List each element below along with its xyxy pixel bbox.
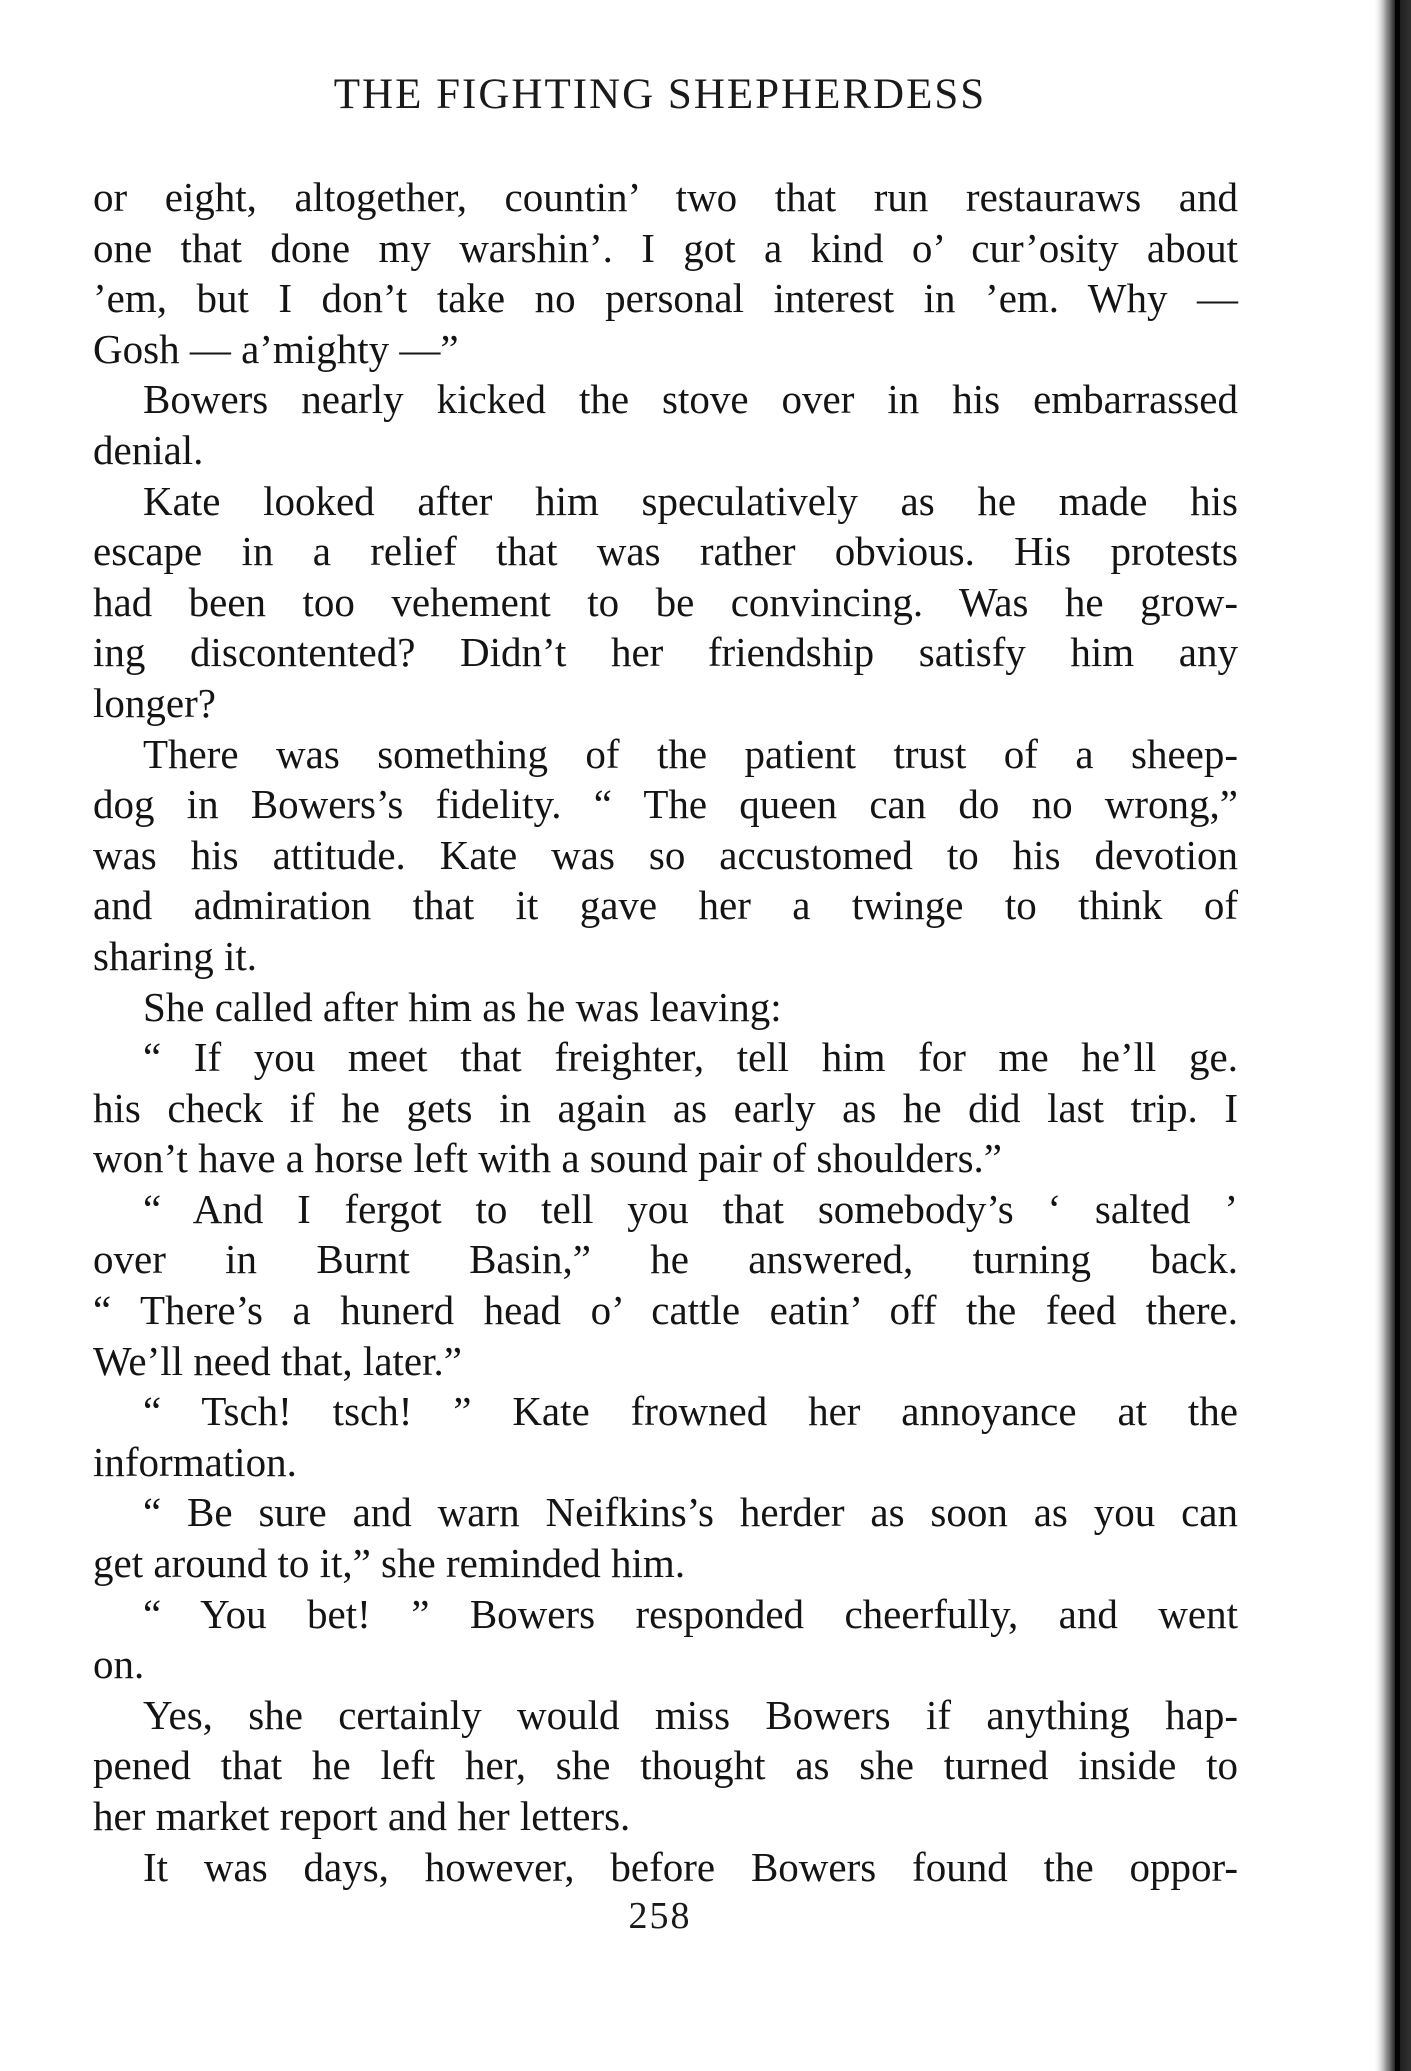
body-text <box>93 172 1238 1892</box>
text-line: “ Tsch! tsch! ” Kate frowned her annoyance at the <box>143 1388 1238 1435</box>
text-line: She called after him as he was leaving: <box>143 983 782 1030</box>
text-line: There was something of the patient trust of a sheep- <box>143 730 1238 777</box>
text-line: won’t have a horse left with a sound pair of shoulders.” <box>93 1135 1002 1182</box>
text-line: escape in a relief that was rather obvious. His protests <box>93 528 1238 575</box>
text-line: It was days, however, before Bowers found the oppor- <box>143 1843 1238 1890</box>
text-line: information. <box>93 1438 297 1485</box>
text-line: Kate looked after him speculatively as he made his <box>143 477 1238 524</box>
text-line: his check if he gets in again as early as he did last trip. I <box>93 1084 1238 1131</box>
text-line: ’em, but I don’t take no personal interest in ’em. Why — <box>93 275 1238 322</box>
text-line: had been too vehement to be convincing. Was he grow- <box>93 578 1238 625</box>
text-line: longer? <box>93 679 216 726</box>
text-line: “ Be sure and warn Neifkins’s herder as soon as you can <box>143 1489 1238 1536</box>
text-line: “ If you meet that freighter, tell him for me he’ll ge. <box>143 1034 1238 1081</box>
text-line: ing discontented? Didn’t her friendship satisfy him any <box>93 629 1238 676</box>
text-line: Gosh — a’mighty —” <box>93 325 459 372</box>
text-line: “ There’s a hunerd head o’ cattle eatin’ off the feed there. <box>93 1287 1238 1334</box>
text-line: on. <box>93 1641 145 1688</box>
text-line: was his attitude. Kate was so accustomed to his devotion <box>93 831 1238 878</box>
text-line: pened that he left her, she thought as she turned inside to <box>93 1742 1238 1789</box>
text-line: get around to it,” she reminded him. <box>93 1540 686 1587</box>
text-line: “ And I fergot to tell you that somebody’s ‘ salted ’ <box>143 1185 1238 1232</box>
text-line: denial. <box>93 426 204 473</box>
text-line: over in Burnt Basin,” he answered, turning back. <box>93 1236 1238 1283</box>
text-line: “ You bet! ” Bowers responded cheerfully, and went <box>143 1590 1238 1637</box>
text-line: dog in Bowers’s fidelity. “ The queen can do no wrong,” <box>93 781 1238 828</box>
text-line: Bowers nearly kicked the stove over in his embarrassed <box>143 376 1238 423</box>
text-line: sharing it. <box>93 932 257 979</box>
text-line: and admiration that it gave her a twinge to think of <box>93 882 1238 929</box>
text-line: We’ll need that, later.” <box>93 1337 462 1384</box>
text-line: Yes, she certainly would miss Bowers if anything hap- <box>143 1691 1238 1738</box>
text-line: or eight, altogether, countin’ two that run restauraws and <box>93 174 1238 220</box>
binding-edge-shadow <box>1373 0 1411 2071</box>
text-line: her market report and her letters. <box>93 1793 631 1839</box>
page-number: 258 <box>628 1895 692 1937</box>
running-head: THE FIGHTING SHEPHERDESS <box>333 71 987 118</box>
text-line: one that done my warshin’. I got a kind o’ cur’osity about <box>93 224 1238 271</box>
